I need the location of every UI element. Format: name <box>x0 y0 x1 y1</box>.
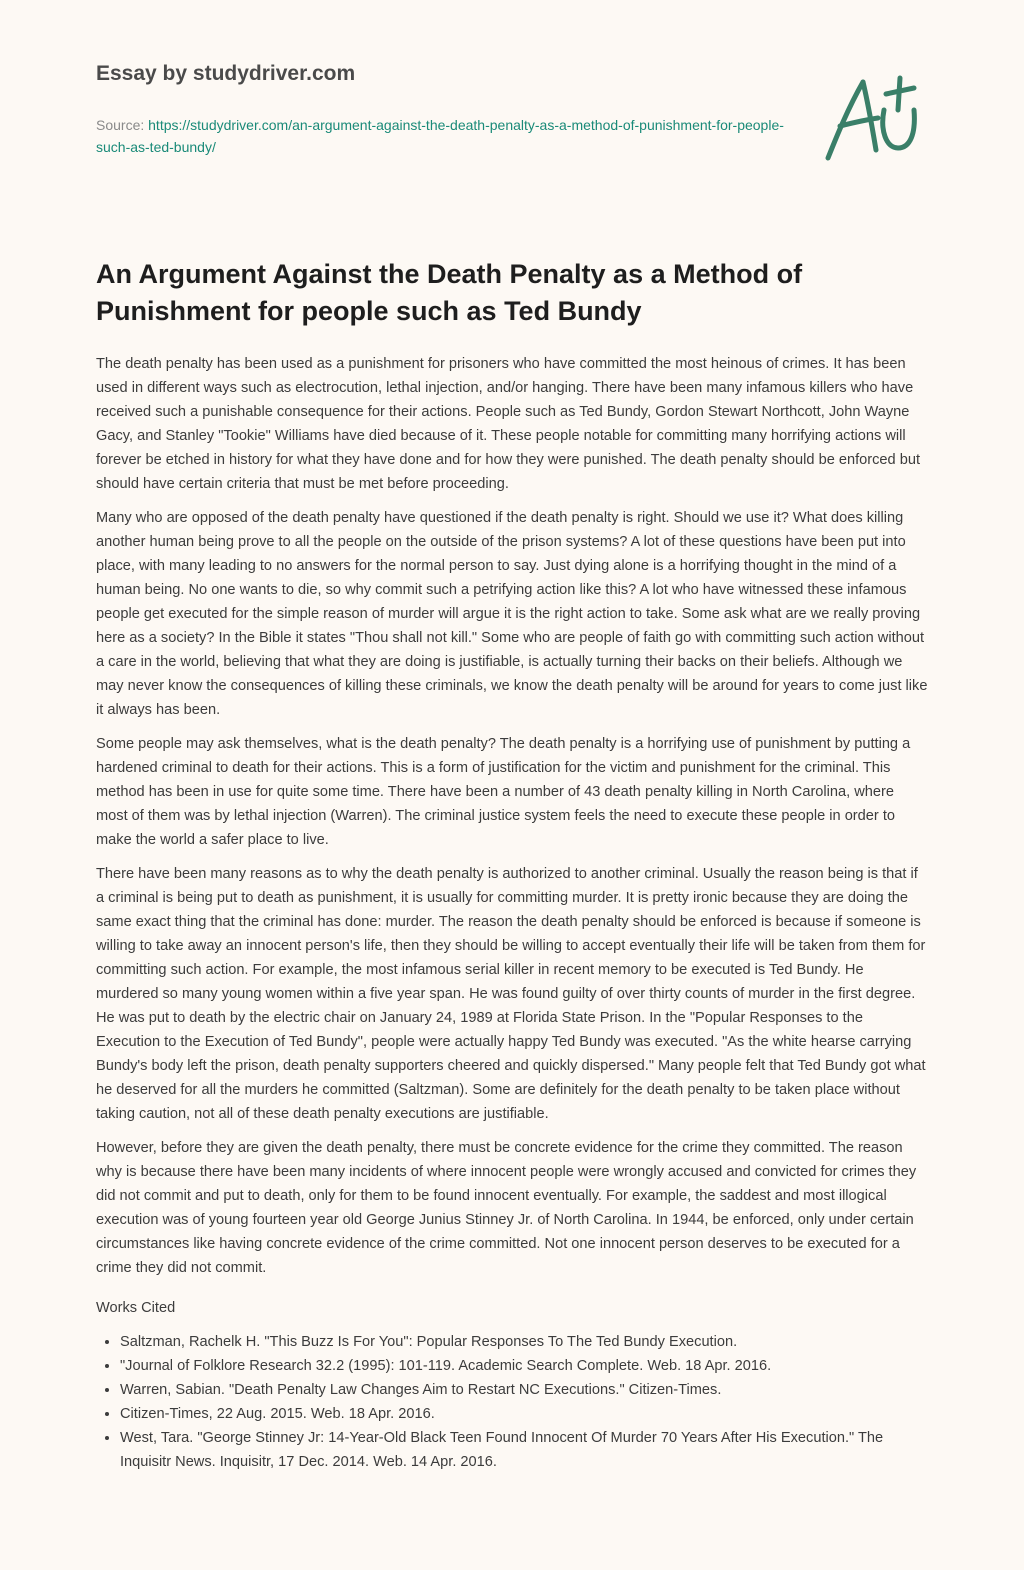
works-cited-item: • West, Tara. "George Stinney Jr: 14-Year-Old Black Teen Found Innocent Of Murder 70 Years After His Execution." The Inquisitr News. Inquisitr, 17 Dec. 2014. Web. 14 Apr. 2016. <box>120 1426 928 1474</box>
works-cited-item: • Warren, Sabian. "Death Penalty Law Changes Aim to Restart NC Executions." Citizen-Times. <box>120 1378 928 1402</box>
brand-title: Essay by studydriver.com <box>96 62 356 85</box>
essay-title: An Argument Against the Death Penalty as a Method of Punishment for people such as Ted Bundy <box>96 259 803 326</box>
works-cited-item: • Saltzman, Rachelk H. "This Buzz Is For You": Popular Responses To The Ted Bundy Execution. <box>120 1330 928 1354</box>
essay-paragraph: Many who are opposed of the death penalty have questioned if the death penalty is right. Should we use it? What does killing another human being prove to all the people on the outside of the prison systems? A lot of these questions have been put into place, with many leading to no answers for the normal person to say. Just dying alone is a horrifying thought in the mind of a human being. No one wants to die, so why commit such a petrifying action like this? A lot who have witnessed these infamous people get executed for the simple reason of murder will argue it is the right action to take. Some ask what are we really proving here as a society? In the Bible it states "Thou shall not kill." Some who are people of faith go with committing such action without a care in the world, believing that what they are doing is justifiable, is actually turning their backs on their beliefs. Although we may never know the consequences of killing these criminals, we know the death penalty will be around for years to come just like it always has been. <box>96 510 928 718</box>
essay-content <box>96 256 928 1474</box>
works-cited-list <box>96 1330 928 1474</box>
essay-paragraph: The death penalty has been used as a punishment for prisoners who have committed the most heinous of crimes. It has been used in different ways such as electrocution, lethal injection, and/or hanging. There have been many infamous killers who have received such a punishable consequence for their actions. People such as Ted Bundy, Gordon Stewart Northcott, John Wayne Gacy, and Stanley "Tookie" Williams have died because of it. These people notable for committing many horrifying actions will forever be etched in history for what they have done and for how they were punished. The death penalty should be enforced but should have certain criteria that must be met before proceeding. <box>96 356 921 492</box>
works-cited-item: • Citizen-Times, 22 Aug. 2015. Web. 18 Apr. 2016. <box>120 1402 928 1426</box>
source-line <box>96 114 816 158</box>
essay-paragraph: Some people may ask themselves, what is the death penalty? The death penalty is a horrifying use of punishment by putting a hardened criminal to death for their actions. This is a form of justification for the victim and punishment for the criminal. This method has been in use for quite some time. There have been a number of 43 death penalty killing in North Carolina, where most of them was by lethal injection (Warren). The criminal justice system feels the need to execute these people in order to make the world a safer place to live. <box>96 736 911 848</box>
works-cited-item: • "Journal of Folklore Research 32.2 (1995): 101-119. Academic Search Complete. Web. 18 Apr. 2016. <box>120 1354 928 1378</box>
a-plus-grade-icon <box>818 68 930 168</box>
essay-paragraph: There have been many reasons as to why the death penalty is authorized to another criminal. Usually the reason being is that if a criminal is being put to death as punishment, it is usually for committing murder. It is pretty ironic because they are doing the same exact thing that the criminal has done: murder. The reason the death penalty should be enforced is because if someone is willing to take away an innocent person's life, then they should be willing to accept eventually their life will be taken from them for committing such action. For example, the most infamous serial killer in recent memory to be executed is Ted Bundy. He murdered so many young women within a five year span. He was found guilty of over thirty counts of murder in the first degree. He was put to death by the electric chair on January 24, 1989 at Florida State Prison. In the "Popular Responses to the Execution to the Execution of Ted Bundy", people were actually happy Ted Bundy was executed. "As the white hearse carrying Bundy's body left the prison, death penalty supporters cheered and quickly dispersed." Many people felt that Ted Bundy got what he deserved for all the murders he committed (Saltzman). Some are definitely for the death penalty to be taken place without taking caution, not all of these death penalty executions are justifiable. <box>96 866 926 1122</box>
works-cited-heading: Works Cited <box>96 1300 176 1316</box>
source-link[interactable]: https://studydriver.com/an-argument-against-the-death-penalty-as-a-method-of-punishment-for-people-such-as-ted-bundy/ <box>96 117 784 155</box>
essay-paragraph: However, before they are given the death penalty, there must be concrete evidence for the crime they committed. The reason why is because there have been many incidents of where innocent people were wrongly accused and convicted for crimes they did not commit and put to death, only for them to be found innocent eventually. For example, the saddest and most illogical execution was of young fourteen year old George Junius Stinney Jr. of North Carolina. In 1944, be enforced, only under certain circumstances like having concrete evidence of the crime committed. Not one innocent person deserves to be executed for a crime they did not commit. <box>96 1140 917 1276</box>
page-header <box>96 62 816 158</box>
source-label: Source: <box>96 117 149 133</box>
